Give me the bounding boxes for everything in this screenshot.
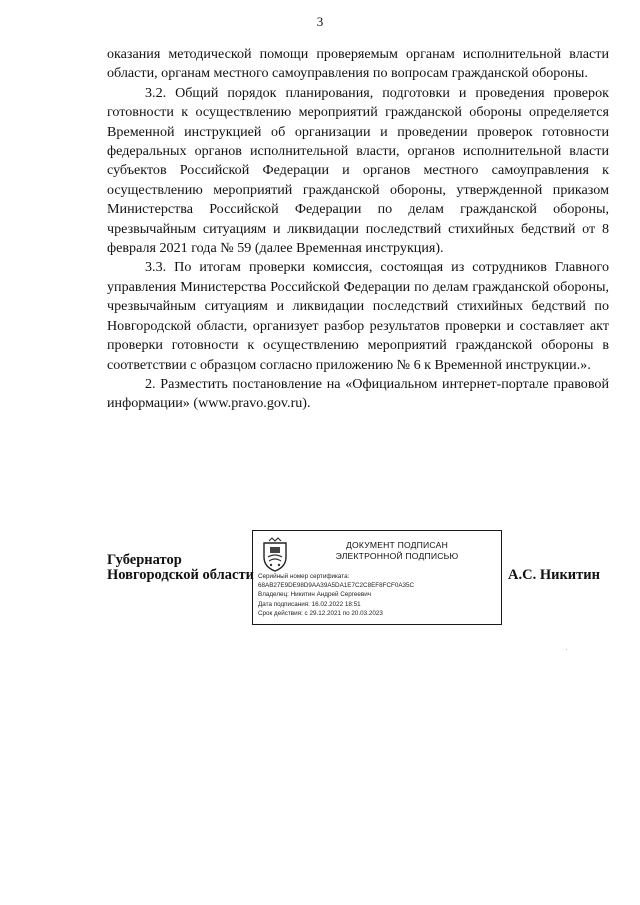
- coat-of-arms-icon: [260, 537, 290, 573]
- signature-block: [0, 530, 640, 630]
- paragraph-continuation: оказания методической помощи проверяемым органам исполнительной власти области, органам местного самоуправления по вопросам гражданской обороны.: [107, 46, 609, 82]
- signatory-title-line2: Новгородской области: [107, 567, 254, 583]
- page-number: 3: [316, 14, 324, 29]
- stamp-serial-label: Серийный номер сертификата:: [258, 573, 350, 580]
- stamp-signed-date: Дата подписания: 16.02.2022 18:51: [258, 600, 361, 608]
- stamp-heading-line1: ДОКУМЕНТ ПОДПИСАН: [345, 540, 448, 550]
- stamp-details: [258, 572, 498, 618]
- scan-dot: [566, 649, 567, 650]
- signatory-title-line1: Губернатор: [107, 552, 182, 568]
- paragraph-3-2: 3.2. Общий порядок планирования, подготовки и проведения проверок готовности к осуществлению мероприятий гражданской обороны определяется Временной инструкцией об организации и проведении проверок готовности федеральных органов исполнительной власти, органов исполнительной власти субъектов Российской Федерации и органов местного самоуправления к осуществлению мероприятий гражданской обороны, утвержденной приказом Министерства Российской Федерации по делам гражданской обороны, чрезвычайным ситуациям и ликвидации последствий стихийных бедствий от 8 февраля 2021 года № 59 (далее Временная инструкция).: [107, 84, 609, 257]
- stamp-owner: Владелец: Никитин Андрей Сергеевич: [258, 591, 372, 599]
- stamp-heading-line2: ЭЛЕКТРОННОЙ ПОДПИСЬЮ: [335, 551, 459, 561]
- stamp-serial-value: 68AB27E9DE98D9AA39A5DA1E7C2C8EF8FCF0A35C: [258, 582, 415, 590]
- signatory-title: [107, 553, 254, 583]
- signatory-name: А.С. Никитин: [508, 567, 600, 583]
- paragraph-3-3: 3.3. По итогам проверки комиссия, состоящая из сотрудников Главного управления Министерства Российской Федерации по делам гражданской обороны, чрезвычайным ситуациям и ликвидации последствий стихийных бедствий по Новгородской области, организует разбор результатов проверки и составляет акт проверки готовности к осуществлению мероприятий гражданской обороны в соответствии с образцом согласно приложению № 6 к Временной инструкции.».: [107, 259, 609, 373]
- stamp-heading: [297, 540, 497, 562]
- paragraph-2-publish: 2. Разместить постановление на «Официальном интернет-портале правовой информации» (www.pravo.gov.ru).: [107, 375, 609, 412]
- stamp-validity: Срок действия: с 29.12.2021 по 20.03.2023: [258, 609, 383, 617]
- document-body: [107, 45, 609, 414]
- electronic-signature-stamp: [252, 530, 502, 625]
